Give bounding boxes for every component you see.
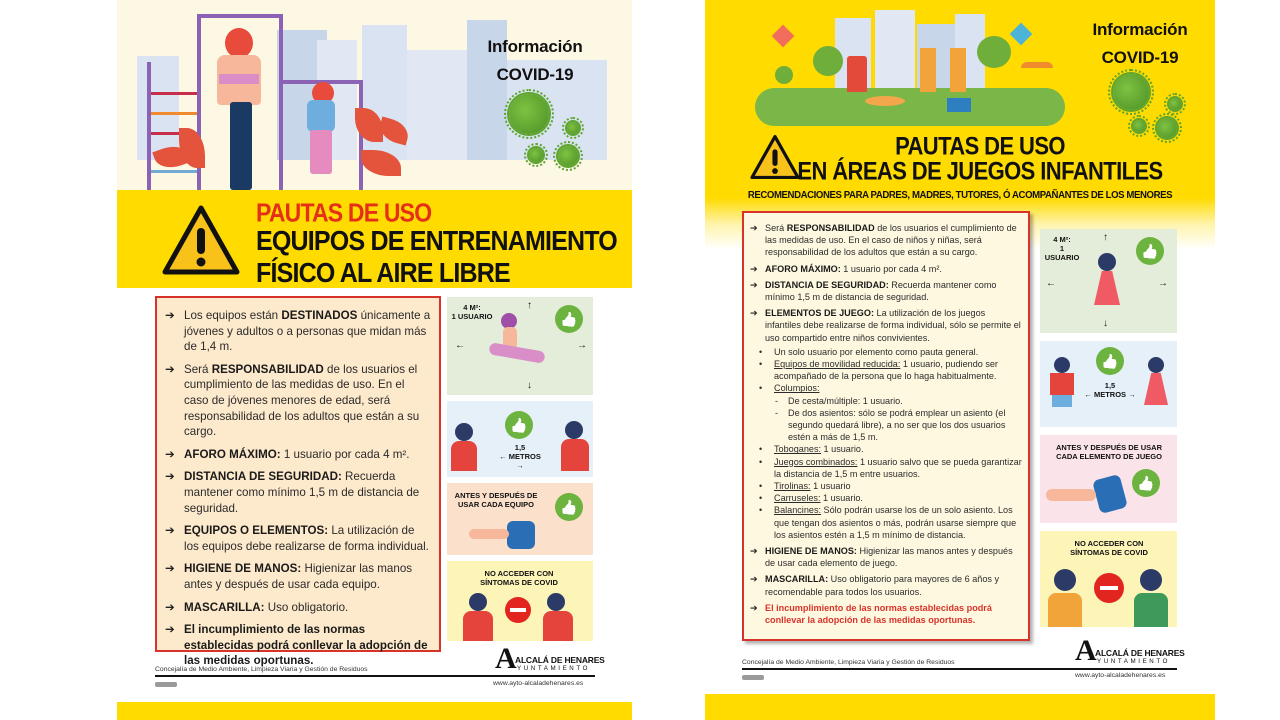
sick-person-body <box>463 611 493 641</box>
thumbs-up-icon <box>555 493 583 521</box>
list-item: • Equipos de movilidad reducida: 1 usuario, pudiendo ser acompañado de la persona que lo haga habitualmente. <box>759 359 998 382</box>
arrow-left-icon: ← <box>1046 278 1056 289</box>
list-item: • Columpios: <box>759 383 820 394</box>
rule-item: ➔ AFORO MÁXIMO: 1 usuario por cada 4 m². <box>165 447 410 461</box>
rule-item: ➔ MASCARILLA: Uso obligatorio. <box>165 600 349 614</box>
sub-list-item: - De dos asientos: sólo se podrá emplear un asiento (el segundo quedará libre), a no ser que los dos usuarios estén a más de 1,5 m. <box>775 407 1006 443</box>
poster-playground <box>705 0 1215 720</box>
pictogram-symptoms <box>1040 531 1177 627</box>
department-logo-icon <box>155 682 177 687</box>
info-covid-label <box>1065 16 1215 72</box>
rule-item: ➔ MASCARILLA: Uso obligatorio para mayores de 6 años y recomendable para todos los usuarios. <box>750 574 1000 597</box>
list-item: • Balancines: Sólo podrán usarse los de un solo asiento. Los que tengan dos asientos o más, podrán usarse siempre que los asientos estén a 1,5 m mínimo de distancia. <box>759 505 1017 540</box>
girl-dress <box>1094 271 1120 305</box>
arrow-up-icon: ↑ <box>527 300 532 311</box>
carousel <box>865 96 905 106</box>
tree-illustration <box>813 46 843 76</box>
rule-item: ➔ Los equipos están DESTINADOS únicamente a jóvenes y adultos o a personas que midan más de 1,4 m. <box>165 309 431 354</box>
virus-icon <box>1133 120 1145 132</box>
sick-girl-body <box>1134 593 1168 627</box>
bench <box>947 98 971 112</box>
pictogram-label: NO ACCEDER CON SÍNTOMAS DE COVID <box>480 569 558 587</box>
footer-divider <box>155 675 595 677</box>
list-item: • Carruseles: 1 usuario. <box>759 493 863 504</box>
ladder-rung <box>151 112 197 115</box>
pictogram-distance <box>1040 341 1177 427</box>
arrow-icon: ➔ <box>750 308 758 319</box>
arrow-icon: ➔ <box>750 602 758 613</box>
play-tower <box>950 48 966 92</box>
thumbs-up-icon <box>1136 237 1164 265</box>
pictogram-column <box>447 297 593 642</box>
info-covid-label <box>465 33 605 89</box>
arrow-icon: ➔ <box>750 574 758 585</box>
rule-item: ➔ HIGIENE DE MANOS: Higienizar las manos antes y después de usar cada elemento de juego. <box>750 546 1013 569</box>
arrow-icon: ➔ <box>750 263 758 274</box>
sick-boy-head <box>1054 569 1076 591</box>
title-line-1: PAUTAS DE USO <box>895 132 1065 160</box>
pictogram-distance <box>447 401 593 477</box>
building-illustration <box>875 10 915 98</box>
arrow-icon: ➔ <box>165 362 175 376</box>
adult-legs <box>230 102 252 190</box>
poster-outdoor-fitness <box>117 0 632 720</box>
info-line-2: COVID-19 <box>496 65 574 84</box>
umbrella <box>1021 62 1053 68</box>
title-line-2: FÍSICO AL AIRE LIBRE <box>256 257 510 289</box>
pictogram-symptoms <box>447 561 593 641</box>
department-logo-icon <box>742 675 764 680</box>
rule-item: ➔ Será RESPONSABILIDAD de los usuarios el cumplimiento de las medidas de uso. En el caso de jóvenes menores de edad, será responsabilidad de los adultos que están a su cargo. <box>165 362 420 439</box>
arrow-icon: ➔ <box>165 447 175 461</box>
arrow-icon: ➔ <box>165 623 175 637</box>
rule-item: ➔ AFORO MÁXIMO: 1 usuario por cada 4 m². <box>750 263 942 274</box>
ladder-rung <box>151 92 197 95</box>
pictogram-space <box>1040 229 1177 333</box>
woman-head <box>455 423 473 441</box>
rule-item: ➔ DISTANCIA DE SEGURIDAD: Recuerda mantener como mínimo 1,5 m de distancia de seguridad. <box>750 279 997 303</box>
thumbs-up-icon <box>555 305 583 333</box>
logo-sub: YUNTAMIENTO <box>1097 658 1171 665</box>
arrow-right-icon: → <box>1158 278 1168 289</box>
virus-icon <box>558 146 578 166</box>
runner-legs <box>488 342 545 364</box>
bottom-yellow-band <box>705 694 1215 720</box>
logo-sub: YUNTAMIENTO <box>517 665 591 672</box>
child-pants <box>310 130 332 174</box>
arrow-icon: ➔ <box>165 600 175 614</box>
arrow-down-icon: ↓ <box>1103 318 1108 329</box>
pictogram-space <box>447 297 593 395</box>
rule-item: ➔ Será RESPONSABILIDAD de los usuarios el cumplimiento de las medidas de uso. En el caso de niños y niñas, será responsabilidad de los adultos que están a su cargo. <box>750 223 1017 258</box>
arrow-icon: ➔ <box>750 279 758 290</box>
arrow-icon: ➔ <box>165 562 175 576</box>
pictogram-column <box>1040 229 1177 629</box>
title-equipment <box>256 226 617 290</box>
footer-divider <box>742 668 1177 670</box>
arrow-icon: ➔ <box>165 470 175 484</box>
tree-illustration <box>977 36 1011 68</box>
arrow-left-icon: ← <box>455 340 465 351</box>
boy-shorts <box>1052 395 1072 407</box>
bar-post <box>279 14 283 190</box>
girl-dress <box>1144 373 1168 405</box>
sick-person-body <box>543 611 573 641</box>
kite-icon <box>1010 23 1033 46</box>
sub-list-item: - De cesta/múltiple: 1 usuario. <box>775 395 903 406</box>
rule-item: ➔ DISTANCIA DE SEGURIDAD: Recuerda mantener como mínimo 1,5 m de distancia de seguridad. <box>165 470 420 515</box>
title-pautas-de-uso: PAUTAS DE USO <box>256 198 432 228</box>
virus-icon <box>1169 98 1181 110</box>
website-link[interactable]: www.ayto-alcaladehenares.es <box>493 680 584 687</box>
man-head <box>565 421 583 439</box>
info-line-1: Información <box>487 37 583 56</box>
pictogram-label: ANTES Y DESPUÉS DE USAR CADA EQUIPO <box>454 491 538 509</box>
rule-warning: ➔ El incumplimiento de las normas establecidas podrá conllevar la adopción de las medidas oportunas. <box>750 602 992 626</box>
department-text: Concejalía de Medio Ambiente, Limpieza Viaria y Gestión de Residuos <box>742 659 955 666</box>
virus-icon <box>529 148 543 162</box>
no-entry-icon <box>1094 573 1124 603</box>
arrow-up-icon: ↑ <box>1103 232 1108 243</box>
alcala-logo-icon: A <box>495 642 517 675</box>
arrow-down-icon: ↓ <box>527 380 532 391</box>
alcala-logo-icon: A <box>1075 634 1097 667</box>
rule-item: ➔ EQUIPOS O ELEMENTOS: La utilización de los equipos debe realizarse de forma individual. <box>165 524 429 553</box>
rule-item: ➔ ELEMENTOS DE JUEGO: La utilización de los juegos infantiles debe realizarse de forma individual, sólo se permite el uso compartido entre niños convivientes. <box>750 308 1021 343</box>
pictogram-label: NO ACCEDER CON SÍNTOMAS DE COVID <box>1070 539 1148 557</box>
logo-name: ALCALÁ DE HENARES <box>1095 648 1185 658</box>
boy-head <box>1054 357 1070 373</box>
park-ground <box>755 88 1065 126</box>
list-item: • Tirolinas: 1 usuario <box>759 481 851 492</box>
hand-icon <box>1046 489 1096 501</box>
adult-hair <box>225 28 253 58</box>
tree-illustration <box>775 66 793 84</box>
thumbs-up-icon <box>1132 469 1160 497</box>
virus-icon <box>1113 74 1149 110</box>
title-line-2: EN ÁREAS DE JUEGOS INFANTILES <box>797 157 1163 185</box>
virus-icon <box>567 122 579 134</box>
hero-illustration-fitness <box>117 0 632 190</box>
sick-boy-body <box>1048 593 1082 627</box>
rule-warning: ➔ El incumplimiento de las normas establecidas podrá conllevar la adopción de las medidas oportunas. <box>165 623 428 668</box>
pictogram-label: 4 M²: 1 USUARIO <box>1044 235 1080 262</box>
warning-triangle-icon <box>161 204 241 276</box>
title-banner <box>117 190 632 288</box>
arrow-icon: ➔ <box>750 223 758 233</box>
play-tower <box>920 48 936 92</box>
virus-icon <box>509 94 549 134</box>
pictogram-hands <box>1040 435 1177 523</box>
title-line-1: EQUIPOS DE ENTRENAMIENTO <box>256 226 617 257</box>
website-link[interactable]: www.ayto-alcaladehenares.es <box>1075 672 1166 679</box>
no-entry-icon <box>505 597 531 623</box>
info-line-2: COVID-19 <box>1101 48 1179 67</box>
arrow-right-icon: → <box>577 340 587 351</box>
distance-label: 1,5 ← METROS → <box>1084 381 1136 399</box>
rules-box <box>742 211 1030 641</box>
play-tower <box>847 56 867 92</box>
distance-label: 1,5 ← METROS → <box>499 443 541 470</box>
kite-icon <box>772 25 795 48</box>
sanitizer-bottle-icon <box>507 521 535 549</box>
thumbs-up-icon <box>1096 347 1124 375</box>
arrow-icon: ➔ <box>165 524 175 538</box>
sanitizer-bottle-icon <box>1092 474 1128 514</box>
girl-head <box>1098 253 1116 271</box>
girl-head <box>1148 357 1164 373</box>
child-shirt <box>307 100 335 132</box>
adult-top <box>219 74 259 84</box>
pictogram-label: ANTES Y DESPUÉS DE USAR CADA ELEMENTO DE JUEGO <box>1056 443 1162 461</box>
subtitle: RECOMENDACIONES PARA PADRES, MADRES, TUTORES, Ó ACOMPAÑANTES DE LOS MENORES <box>747 189 1173 202</box>
woman-body <box>451 441 477 471</box>
boy-shirt <box>1050 373 1074 395</box>
sick-person-head <box>547 593 565 611</box>
list-item: • Toboganes: 1 usuario. <box>759 444 864 455</box>
department-text: Concejalía de Medio Ambiente, Limpieza Viaria y Gestión de Residuos <box>155 666 368 673</box>
sick-person-head <box>469 593 487 611</box>
arrow-icon: ➔ <box>165 309 175 322</box>
building-illustration <box>407 50 467 160</box>
pullup-bar <box>197 14 283 18</box>
hand-icon <box>469 529 509 539</box>
pictogram-label: 4 M²: 1 USUARIO <box>451 303 493 321</box>
play-elements-list <box>750 346 1022 541</box>
rules-box <box>155 296 441 668</box>
info-line-1: Información <box>1092 20 1188 39</box>
sick-girl-head <box>1140 569 1162 591</box>
bottom-yellow-band <box>117 702 632 720</box>
list-item: • Juegos combinados: 1 usuario salvo que se pueda garantizar la distancia de 1,5 m entre usuarios. <box>759 456 1022 479</box>
man-body <box>561 439 589 471</box>
logo-name: ALCALÁ DE HENARES <box>515 655 605 665</box>
building-illustration <box>137 56 179 160</box>
list-item: • Un solo usuario por elemento como pauta general. <box>759 346 979 357</box>
ladder-rung <box>151 170 197 173</box>
thumbs-up-icon <box>505 411 533 439</box>
pictogram-hands <box>447 483 593 555</box>
arrow-icon: ➔ <box>750 546 758 557</box>
rule-item: ➔ HIGIENE DE MANOS: Higienizar las manos antes y después de usar cada equipo. <box>165 562 413 591</box>
